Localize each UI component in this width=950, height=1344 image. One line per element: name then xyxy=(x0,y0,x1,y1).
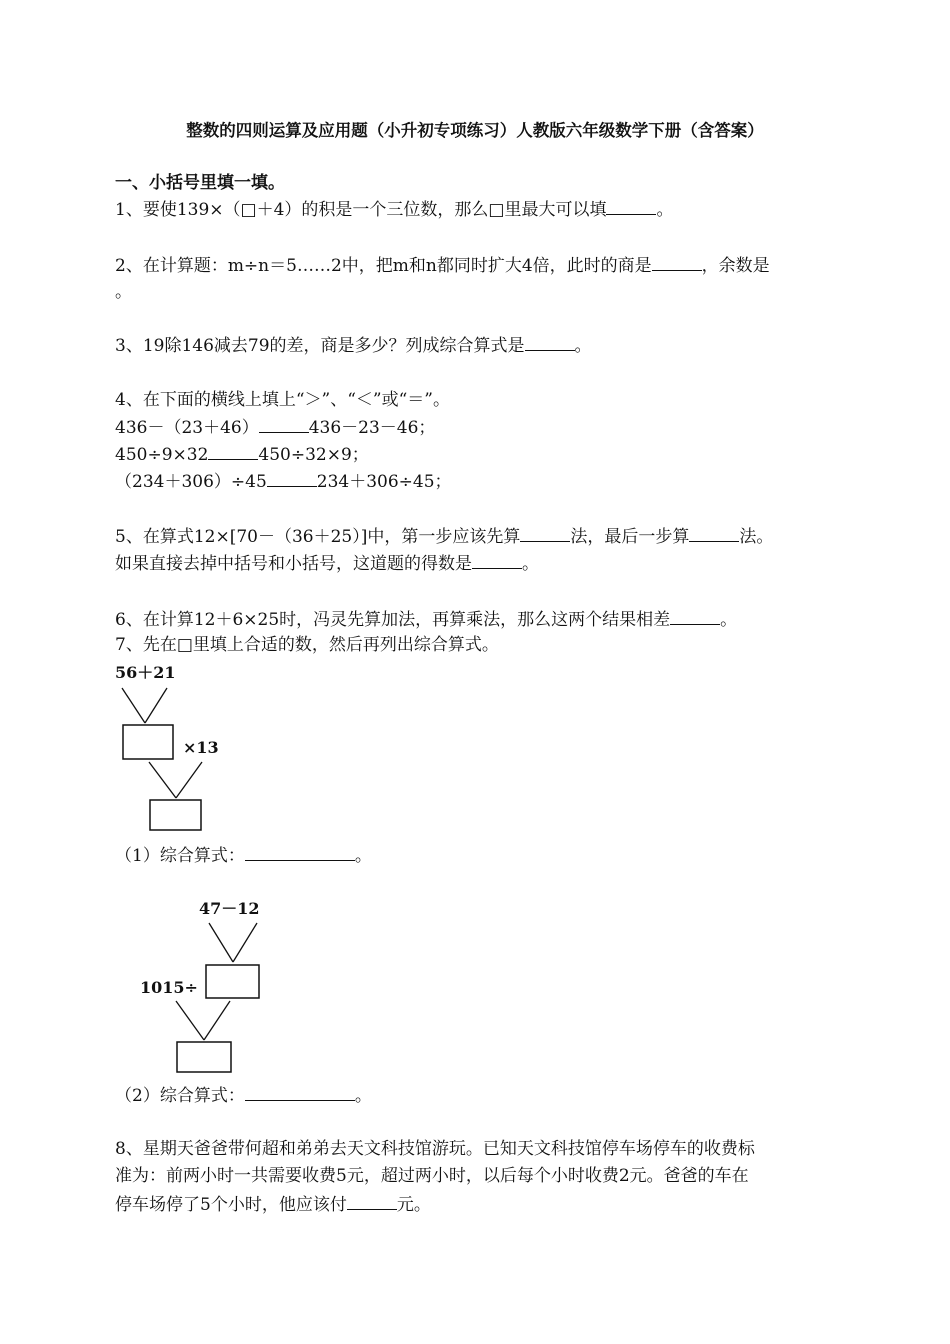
answer-blank[interactable] xyxy=(245,844,355,861)
question-7-answer-1 xyxy=(115,844,372,867)
branch-line xyxy=(233,923,257,962)
compare-right: 436－23－46； xyxy=(308,418,436,438)
question-5-text-a: 5、在算式12×[70－（36＋25）]中，第一步应该先算 xyxy=(115,527,521,547)
section-heading: 一、小括号里填一填。 xyxy=(115,173,285,193)
question-7: 7、先在□里填上合适的数，然后再列出综合算式。 xyxy=(115,635,499,655)
compare-left: （234＋306）÷45 xyxy=(115,472,267,492)
diagram-1-top: 56＋21 xyxy=(115,663,176,682)
answer-box[interactable] xyxy=(206,965,259,998)
question-8-text: 停车场停了5个小时，他应该付 xyxy=(115,1195,347,1215)
branch-line xyxy=(149,762,176,798)
punctuation: 。 xyxy=(522,554,539,574)
punctuation: 。 xyxy=(354,846,372,866)
question-6-text: 6、在计算12＋6×25时，冯灵先算加法，再算乘法，那么这两个结果相差 xyxy=(115,610,671,630)
answer-box[interactable] xyxy=(123,725,173,759)
unit-text: 元。 xyxy=(396,1195,431,1215)
diagram-2-top: 47－12 xyxy=(199,899,260,918)
diagram-1-side: ×13 xyxy=(183,738,219,757)
page-title: 整数的四则运算及应用题（小升初专项练习）人教版六年级数学下册（含答案） xyxy=(186,121,764,140)
tree-diagram-2 xyxy=(140,899,260,1072)
punctuation: 。 xyxy=(574,336,592,356)
question-3-text: 3、19除146减去79的差，商是多少？列成综合算式是 xyxy=(115,336,525,356)
branch-line xyxy=(145,688,167,723)
branch-line xyxy=(204,1001,230,1040)
diagram-2-side: 1015÷ xyxy=(140,978,198,997)
answer-box[interactable] xyxy=(177,1042,231,1072)
question-2-text: 2、在计算题：m÷n＝5……2中，把m和n都同时扩大4倍，此时的商是 xyxy=(115,256,652,276)
question-5-text-d: 如果直接去掉中括号和小括号，这道题的得数是 xyxy=(115,554,472,574)
branch-line xyxy=(176,1001,204,1040)
question-7-answer-2 xyxy=(115,1084,372,1107)
question-1-text: 1、要使139×（□＋4）的积是一个三位数，那么□里最大可以填 xyxy=(115,200,607,220)
question-2-mid: ，余数是 xyxy=(701,256,770,276)
compare-left: 450÷9×32 xyxy=(115,445,209,465)
question-2-end: 。 xyxy=(115,282,132,302)
answer-blank[interactable] xyxy=(245,1084,355,1101)
branch-line xyxy=(209,923,233,962)
compare-right: 450÷32×9； xyxy=(258,445,369,465)
answer-label: （1）综合算式： xyxy=(115,846,245,866)
question-8-line-3 xyxy=(115,1193,431,1216)
branch-line xyxy=(176,762,202,798)
answer-label: （2）综合算式： xyxy=(115,1086,245,1106)
question-8-line-2: 准为：前两小时一共需要收费5元，超过两小时，以后每个小时收费2元。爸爸的车在 xyxy=(115,1166,749,1186)
compare-left: 436－（23＋46） xyxy=(115,418,259,438)
question-4: 4、在下面的横线上填上“＞”、“＜”或“＝”。 xyxy=(115,390,450,410)
question-8-line-1: 8、星期天爸爸带何超和弟弟去天文科技馆游玩。已知天文科技馆停车场停车的收费标 xyxy=(115,1139,755,1159)
compare-right: 234＋306÷45； xyxy=(316,472,452,492)
branch-line xyxy=(122,688,145,723)
punctuation: 。 xyxy=(354,1086,372,1106)
question-5-text-b: 法，最后一步算 xyxy=(570,527,690,547)
answer-blank[interactable] xyxy=(347,1193,397,1210)
tree-diagram-1 xyxy=(115,663,219,830)
answer-box[interactable] xyxy=(150,800,201,830)
punctuation: 。 xyxy=(656,200,674,220)
question-5-text-c: 法。 xyxy=(739,527,774,547)
punctuation: 。 xyxy=(720,610,738,630)
